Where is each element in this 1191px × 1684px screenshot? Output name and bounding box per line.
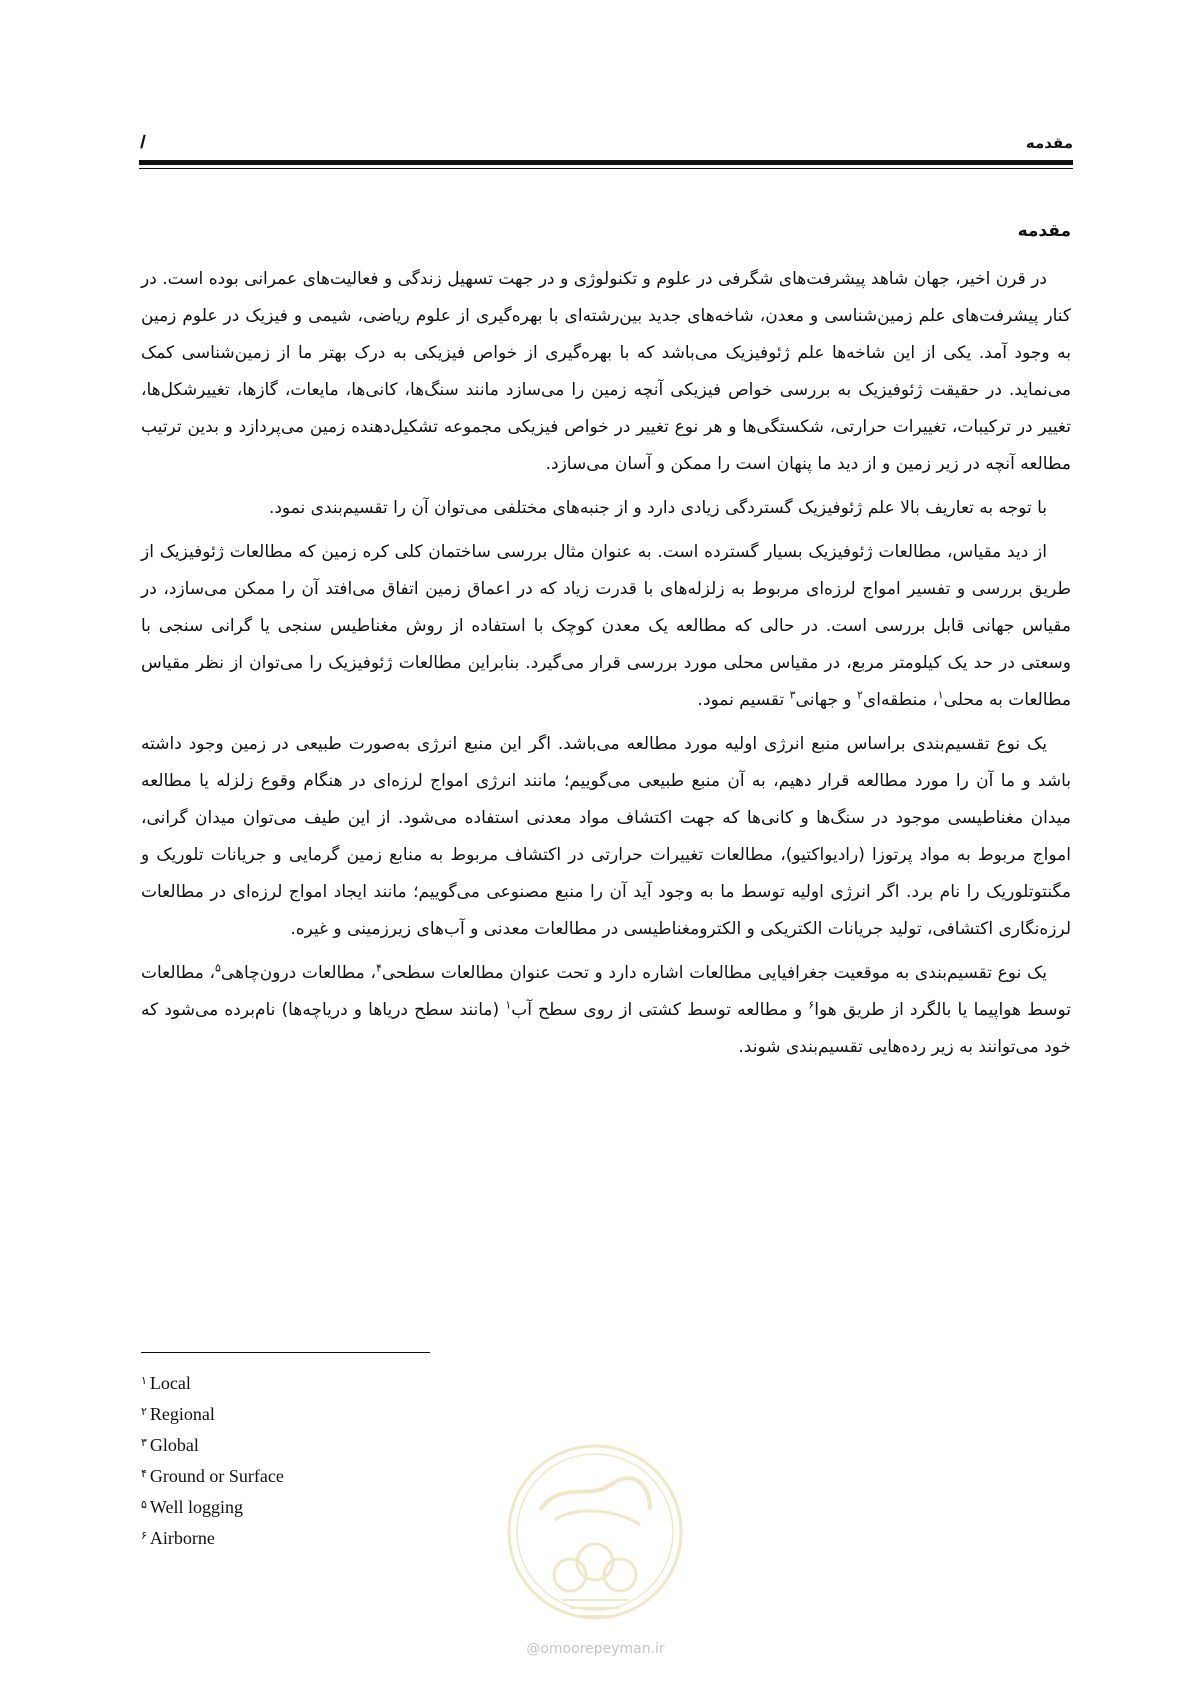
paragraph-5-text-d: و مطالعه توسط کشتی از روی سطح آب <box>511 1000 809 1020</box>
watermark-url: @omoorepeyman.ir <box>526 1641 665 1657</box>
footnote-text: Local <box>149 1373 191 1393</box>
chapter-title: مقدمه <box>1025 134 1073 152</box>
footnote-number: ۳ <box>141 1437 147 1449</box>
footnote-number: ۴ <box>141 1468 147 1480</box>
paragraph-5-text-c: ، مطالعات توسط هواپیما یا بالگرد از طریق هوا <box>141 963 1071 1020</box>
footnote-ref-7: ۱ <box>505 998 512 1012</box>
watermark-logo-icon <box>500 1440 690 1630</box>
paragraph-4: یک نوع تقسیم‌بندی براساس منبع انرژی اولیه مورد مطالعه می‌باشد. اگر این منبع انرژی به‌صورت طبیعی در زمین وجود داشته باشد و ما آن را مورد مطالعه قرار دهیم، به آن منبع طبیعی می‌گوییم؛ مانند انرژی امواج لرزه‌ای در هنگام وقوع زلزله یا مطالعه میدان مغناطیسی موجود در سنگ‌ها و کانی‌ها که جهت اکتشاف مواد معدنی استفاده می‌شود. از این طیف می‌توان میدان گرانی، امواج مربوط به مواد پرتوزا (رادیواکتیو)، مطالعات تغییرات حرارتی در اکتشاف مربوط به منابع زمین گرمایی و جریانات تلوریک و مگنتوتلوریک را نام برد. اگر انرژی اولیه توسط ما به وجود آید آن را منبع مصنوعی می‌گوییم؛ مانند ایجاد امواج لرزه‌ای در مطالعات لرزه‌نگاری اکتشافی، تولید جریانات الکتریکی و الکترومغناطیسی در مطالعات معدنی و آب‌های زیرزمینی و غیره. <box>141 734 1071 939</box>
header-rule-thin <box>139 168 1073 169</box>
footnote-text: Airborne <box>149 1528 215 1548</box>
footnote-ref-4: ۴ <box>375 961 382 975</box>
paragraph-2: با توجه به تعاریف بالا علم ژئوفیزیک گستردگی زیادی دارد و از جنبه‌های مختلفی می‌توان آن را تقسیم‌بندی نمود. <box>268 498 1047 518</box>
footnote-separator <box>141 1352 430 1353</box>
paragraph-5-text-b: ، مطالعات درون‌چاهی <box>220 963 376 983</box>
paragraph-3 <box>141 534 1071 719</box>
footnote-item <box>141 1397 641 1428</box>
paragraph-3-text-a: از دید مقیاس، مطالعات ژئوفیزیک بسیار گسترده است. به عنوان مثال بررسی ساختمان کلی کره زمین که مطالعات ژئوفیزیک از طریق بررسی و تفسیر امواج لرزه‌ای مربوط به زلزله‌های با قدرت زیاد که در اعماق زمین اتفاق می‌افتد آن را ممکن می‌سازد، در مقیاس جهانی قابل بررسی است. در حالی که مطالعه یک معدن کوچک با استفاده از روش مغناطیس سنجی یا گرانی سنجی با وسعتی در حد یک کیلومتر مربع، در مقیاس محلی مورد بررسی قرار می‌گیرد. بنابراین مطالعات ژئوفیزیک را می‌توان از نظر مقیاس مطالعات به محلی <box>141 542 1071 710</box>
paragraph-3-text-d: تقسیم نمود. <box>697 690 790 710</box>
footnote-text: Global <box>149 1435 199 1455</box>
footnote-item <box>141 1366 641 1397</box>
footnote-ref-5: ۵ <box>215 961 221 975</box>
paragraph-3-text-b: ، منطقه‌ای <box>862 690 938 710</box>
footnote-number: ۲ <box>141 1406 147 1418</box>
header-rule-thick <box>139 160 1073 165</box>
footnote-ref-1: ۱ <box>937 688 944 702</box>
paragraph-5 <box>141 955 1071 1066</box>
footnote-ref-3: ۳ <box>789 688 796 702</box>
footnote-text: Ground or Surface <box>149 1466 284 1486</box>
paragraph-5-text-e: (مانند سطح دریاها و دریاچه‌ها) نام‌برده می‌شود که خود می‌توانند به زیر رده‌هایی تقسیم‌بندی شوند. <box>141 1000 1071 1057</box>
paragraph-1: در قرن اخیر، جهان شاهد پیشرفت‌های شگرفی در علوم و تکنولوژی و در جهت تسهیل زندگی و فعالیت‌های عمرانی بوده است. در کنار پیشرفت‌های علم زمین‌شناسی و معدن، شاخه‌های جدید بین‌رشته‌ای با بهره‌گیری از علوم ریاضی، شیمی و فیزیک در علوم زمین به وجود آمد. یکی از این شاخه‌ها علم ژئوفیزیک می‌باشد که با بهره‌گیری از خواص فیزیکی به درک بهتر ما از زمین‌شناسی کمک می‌نماید. در حقیقت ژئوفیزیک به بررسی خواص فیزیکی آنچه زمین را می‌سازد مانند سنگ‌ها، کانی‌ها، مایعات، گازها، تغییرشکل‌ها، تغییر در ترکیبات، تغییرات حرارتی، شکستگی‌ها و هر نوع تغییر در خواص فیزیکی مجموعه تشکیل‌دهنده زمین می‌پردازد و بدین ترتیب مطالعه آنچه در زیر زمین و از دید ما پنهان است را ممکن و آسان می‌سازد. <box>141 269 1071 474</box>
paragraph-5-text-a: یک نوع تقسیم‌بندی به موقعیت جغرافیایی مطالعات اشاره دارد و تحت عنوان مطالعات سطحی <box>381 963 1047 983</box>
footnote-number: ۵ <box>141 1499 147 1511</box>
section-title: مقدمه <box>1017 221 1071 241</box>
page-number: ا <box>139 133 144 153</box>
footnote-text: Well logging <box>149 1497 243 1517</box>
footnote-ref-2: ۲ <box>857 688 863 702</box>
body-text <box>141 214 1071 1073</box>
footnote-number: ۶ <box>141 1530 147 1542</box>
footnote-ref-6: ۶ <box>808 998 815 1012</box>
running-header <box>139 130 1073 156</box>
footnote-text: Regional <box>149 1404 215 1424</box>
paragraph-3-text-c: و جهانی <box>795 690 857 710</box>
footnote-number: ۱ <box>141 1375 147 1387</box>
